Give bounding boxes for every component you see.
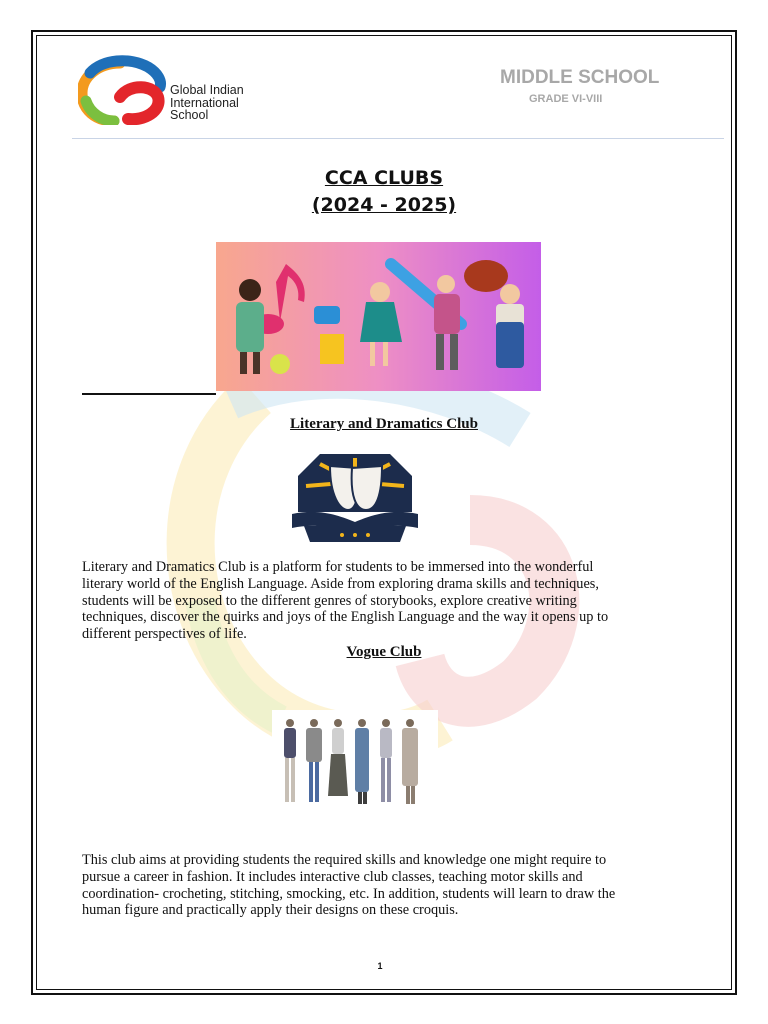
grade-range-label: GRADE VI-VIII (529, 93, 603, 105)
literary-club-heading: Literary and Dramatics Club (290, 416, 478, 432)
header-divider (72, 138, 724, 139)
paragraph-line: literary world of the English Language. Aside from exploring drama skills and techniques, (82, 575, 599, 592)
fashion-figures-illustration (272, 710, 438, 836)
vogue-club-description (82, 852, 682, 919)
clubs-hero-illustration (216, 242, 541, 391)
paragraph-line: pursue a career in fashion. It includes interactive club classes, teaching motor skills and (82, 868, 583, 885)
paragraph-line: This club aims at providing students the required skills and knowledge one might require to (82, 852, 607, 868)
literary-club-description (82, 559, 682, 643)
paragraph-line: human figure and practically apply their designs on these croquis. (82, 902, 459, 919)
paragraph-line: Literary and Dramatics Club is a platform for students to be immersed into the wonderful (82, 559, 594, 575)
logo-line: International (170, 95, 239, 110)
vogue-club-heading: Vogue Club (346, 644, 422, 660)
paragraph-line: techniques, discover the quirks and joys of the English Language and the way it opens up to (82, 609, 609, 626)
drama-masks-icon (290, 446, 420, 546)
paragraph-line: students will be exposed to the different genres of storybooks, explore creative writing (82, 592, 577, 609)
logo-line: Global Indian (170, 83, 244, 97)
page-number: 1 (377, 961, 383, 971)
school-logo-text (170, 84, 244, 122)
short-divider (82, 393, 216, 395)
paragraph-line: different perspectives of life. (82, 626, 247, 643)
page-subtitle-year: (2024 - 2025) (311, 194, 457, 216)
logo-line: School (170, 108, 209, 122)
school-level-label: MIDDLE SCHOOL (500, 67, 660, 88)
paragraph-line: coordination- crocheting, stitching, smocking, etc. In addition, students will learn to draw the (82, 885, 616, 902)
page-title: CCA CLUBS (324, 167, 444, 189)
